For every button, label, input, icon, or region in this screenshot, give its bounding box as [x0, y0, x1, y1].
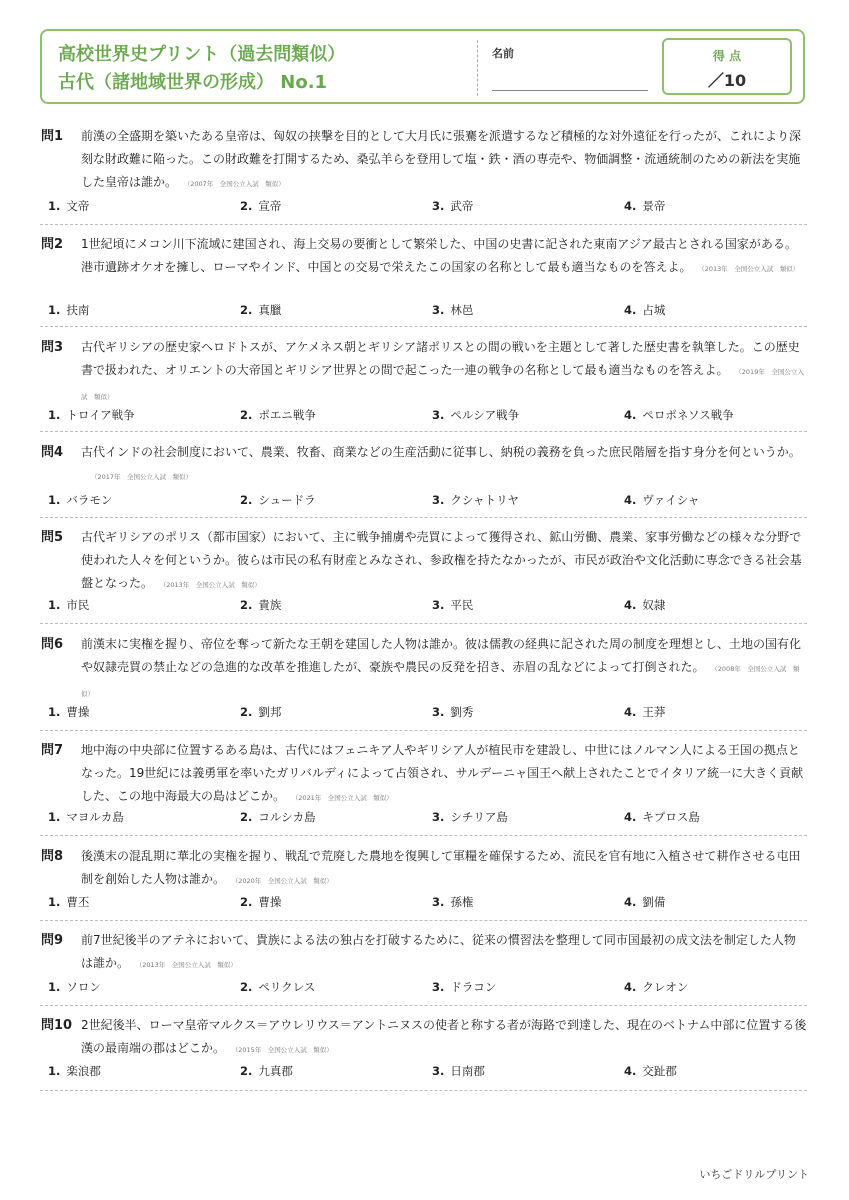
choice-4[interactable]: 4. ヴァイシャ — [624, 493, 700, 507]
choice-1[interactable]: 1. 楽浪郡 — [48, 1064, 101, 1078]
choice-2[interactable]: 2. 曹操 — [240, 895, 282, 909]
choice-3[interactable]: 3. 日南郡 — [432, 1064, 485, 1078]
question-source: （2020年 全国公立入試 類似） — [235, 877, 333, 885]
name-label: 名前 — [492, 47, 514, 60]
question-source: （2015年 全国公立入試 類似） — [235, 1046, 333, 1054]
question-source: （2013年 全国公立入試 類似） — [701, 265, 800, 273]
question-text: 古代ギリシアの歴史家ヘロドトスが、アケメネス朝とギリシア諸ポリスとの間の戦いを主題として著した歴史書を執筆した。この歴史書で扱われた、オリエントの大帝国とギリシア世界との間で起こった一連の戦争の名称として最も適当なものを答えよ。 （2019年 全国公立入試 類似） — [81, 340, 804, 401]
question-1 — [40, 125, 807, 225]
question-text: 2世紀後半、ローマ皇帝マルクス＝アウレリウス＝アントニヌスの使者と称する者が海路で到達した、現在のベトナム中部に位置する後漢の最南端の郡はどこか。 （2015年 全国公立入試 類似） — [81, 1018, 807, 1055]
score-total: ／10 — [707, 71, 747, 90]
choice-4[interactable]: 4. 奴隷 — [624, 598, 666, 612]
worksheet-header — [40, 29, 805, 104]
question-text: 古代ギリシアのポリス（都市国家）において、主に戦争捕虜や売買によって獲得され、鉱山労働、農業、家事労働などの様々な分野で使われた人々を何というか。彼らは市民の私有財産とみなされ、参政権を持たなかったが、市民が政治や文化活動に専念できる社会基盤となった。 （2013年 全国公立入試 類似） — [81, 530, 802, 590]
question-number: 問1 — [41, 129, 64, 144]
choice-4[interactable]: 4. ペロポネソス戦争 — [624, 408, 734, 422]
choice-3[interactable]: 3. 林邑 — [432, 303, 474, 317]
choice-4[interactable]: 4. キプロス島 — [624, 810, 700, 824]
choice-1[interactable]: 1. バラモン — [48, 493, 113, 507]
choice-4[interactable]: 4. 王莽 — [624, 705, 666, 719]
question-3 — [40, 336, 807, 432]
choice-3[interactable]: 3. シチリア島 — [432, 810, 508, 824]
score-box — [662, 38, 792, 95]
choice-2[interactable]: 2. 真臘 — [240, 303, 282, 317]
choice-3[interactable]: 3. 武帝 — [432, 199, 474, 213]
choice-1[interactable]: 1. マヨルカ島 — [48, 810, 124, 824]
question-text: 後漢末の混乱期に華北の実権を握り、戦乱で荒廃した農地を復興して軍糧を確保するため、流民を官有地に入植させて耕作させる屯田制を創始した人物は誰か。 （2020年 全国公立入試 類似） — [81, 849, 801, 886]
name-field[interactable] — [492, 90, 648, 91]
question-7 — [40, 739, 807, 836]
question-text: 前7世紀後半のアテネにおいて、貴族による法の独占を打破するために、従来の慣習法を整理して同市国最初の成文法を制定した人物は誰か。 （2013年 全国公立入試 類似） — [81, 933, 796, 970]
question-6 — [40, 633, 807, 731]
choice-2[interactable]: 2. コルシカ島 — [240, 810, 316, 824]
question-number: 問2 — [41, 237, 64, 252]
question-source: （2021年 全国公立入試 類似） — [295, 794, 393, 802]
question-number: 問7 — [41, 743, 64, 758]
choice-1[interactable]: 1. 曹丕 — [48, 895, 90, 909]
choice-row — [40, 405, 807, 425]
choice-3[interactable]: 3. 平民 — [432, 598, 474, 612]
choice-1[interactable]: 1. トロイア戦争 — [48, 408, 135, 422]
choice-4[interactable]: 4. 劉備 — [624, 895, 666, 909]
question-source: （2019年 全国公立入試 類似） — [81, 368, 804, 401]
question-text: 古代インドの社会制度において、農業、牧畜、商業などの生産活動に従事し、納税の義務を負った庶民階層を指す身分を何というか。（2017年 全国公立入試 類似） — [81, 445, 801, 481]
question-number: 問9 — [41, 933, 64, 948]
choice-row — [40, 595, 807, 615]
question-number: 問6 — [41, 637, 64, 652]
question-number: 問3 — [41, 340, 64, 355]
choice-3[interactable]: 3. ペルシア戦争 — [432, 408, 520, 422]
choice-1[interactable]: 1. ソロン — [48, 980, 101, 994]
choice-1[interactable]: 1. 市民 — [48, 598, 90, 612]
question-source: （2013年 全国公立入試 類似） — [139, 961, 237, 969]
choice-1[interactable]: 1. 曹操 — [48, 705, 90, 719]
question-number: 問5 — [41, 530, 64, 545]
choice-3[interactable]: 3. 劉秀 — [432, 705, 474, 719]
choice-row — [40, 490, 807, 510]
question-number: 問10 — [41, 1018, 73, 1033]
choice-1[interactable]: 1. 扶南 — [48, 303, 90, 317]
header-divider — [477, 40, 478, 96]
choice-4[interactable]: 4. 交趾郡 — [624, 1064, 677, 1078]
question-text: 前漢の全盛期を築いたある皇帝は、匈奴の挟撃を目的として大月氏に張騫を派遣するなど積極的な対外遠征を行ったが、これにより深刻な財政難に陥った。この財政難を打開するため、桑弘羊らを登用して塩・鉄・酒の専売や、物価調整・流通統制のための新法を実施した皇帝は誰か。 （2007年 全国公立入試 類似） — [81, 129, 802, 189]
question-4 — [40, 441, 807, 518]
question-source: （2013年 全国公立入試 類似） — [163, 581, 261, 589]
title-line-2: 古代（諸地域世界の形成） No.1 — [58, 72, 328, 93]
worksheet-title — [58, 41, 345, 97]
choice-2[interactable]: 2. ペリクレス — [240, 980, 316, 994]
question-text: 前漢末に実権を握り、帝位を奪って新たな王朝を建国した人物は誰か。彼は儒教の経典に記された周の制度を理想とし、土地の国有化や奴隷売買の禁止などの急進的な改革を推進したが、豪族や農民の反発を招き、赤眉の乱などによって打倒された。 （2008年 全国公立入試 類似） — [81, 637, 802, 698]
choice-3[interactable]: 3. 孫権 — [432, 895, 474, 909]
choice-2[interactable]: 2. 貴族 — [240, 598, 282, 612]
question-9 — [40, 929, 807, 1006]
choice-2[interactable]: 2. シュードラ — [240, 493, 316, 507]
choice-row — [40, 892, 807, 912]
choice-3[interactable]: 3. ドラコン — [432, 980, 497, 994]
choice-row — [40, 1061, 807, 1081]
choice-row — [40, 300, 807, 320]
choice-2[interactable]: 2. 九真郡 — [240, 1064, 293, 1078]
title-line-1: 高校世界史プリント（過去問類似） — [58, 44, 346, 65]
question-10 — [40, 1014, 807, 1091]
choice-1[interactable]: 1. 文帝 — [48, 199, 90, 213]
footer-brand: いちごドリルプリント — [699, 1168, 809, 1181]
question-text: 地中海の中央部に位置するある島は、古代にはフェニキア人やギリシア人が植民市を建設し、中世にはノルマン人による王国の拠点となった。19世紀には義勇軍を率いたガリバルディによって占領され、サルデーニャ国王へ献上されたことでイタリア統一に大きく貢献した、この地中海最大の島はどこか。 （2021年 全国公立入試 類似） — [81, 743, 804, 803]
question-8 — [40, 845, 807, 921]
choice-3[interactable]: 3. クシャトリヤ — [432, 493, 519, 507]
choice-2[interactable]: 2. ポエニ戦争 — [240, 408, 316, 422]
choice-row — [40, 977, 807, 997]
question-number: 問8 — [41, 849, 64, 864]
question-text: 1世紀頃にメコン川下流域に建国され、海上交易の要衝として繁栄した、中国の史書に記された東南アジア最古とされる国家がある。港市遺跡オケオを擁し、ローマやインド、中国との交易で栄えたこの国家の名称として最も適当なものを答えよ。 （2013年 全国公立入試 類似） — [81, 237, 800, 274]
choice-row — [40, 807, 807, 827]
question-number: 問4 — [41, 445, 64, 460]
question-source: （2008年 全国公立入試 類似） — [81, 665, 800, 698]
score-label: 得 点 — [712, 49, 742, 63]
choice-row — [40, 196, 807, 216]
question-source: （2017年 全国公立入試 類似） — [91, 473, 193, 481]
choice-row — [40, 702, 807, 722]
choice-2[interactable]: 2. 劉邦 — [240, 705, 282, 719]
choice-4[interactable]: 4. 景帝 — [624, 199, 666, 213]
question-2 — [40, 233, 807, 327]
question-source: （2007年 全国公立入試 類似） — [187, 180, 285, 188]
question-5 — [40, 526, 807, 624]
choice-2[interactable]: 2. 宣帝 — [240, 199, 282, 213]
choice-4[interactable]: 4. 占城 — [624, 303, 666, 317]
choice-4[interactable]: 4. クレオン — [624, 980, 689, 994]
